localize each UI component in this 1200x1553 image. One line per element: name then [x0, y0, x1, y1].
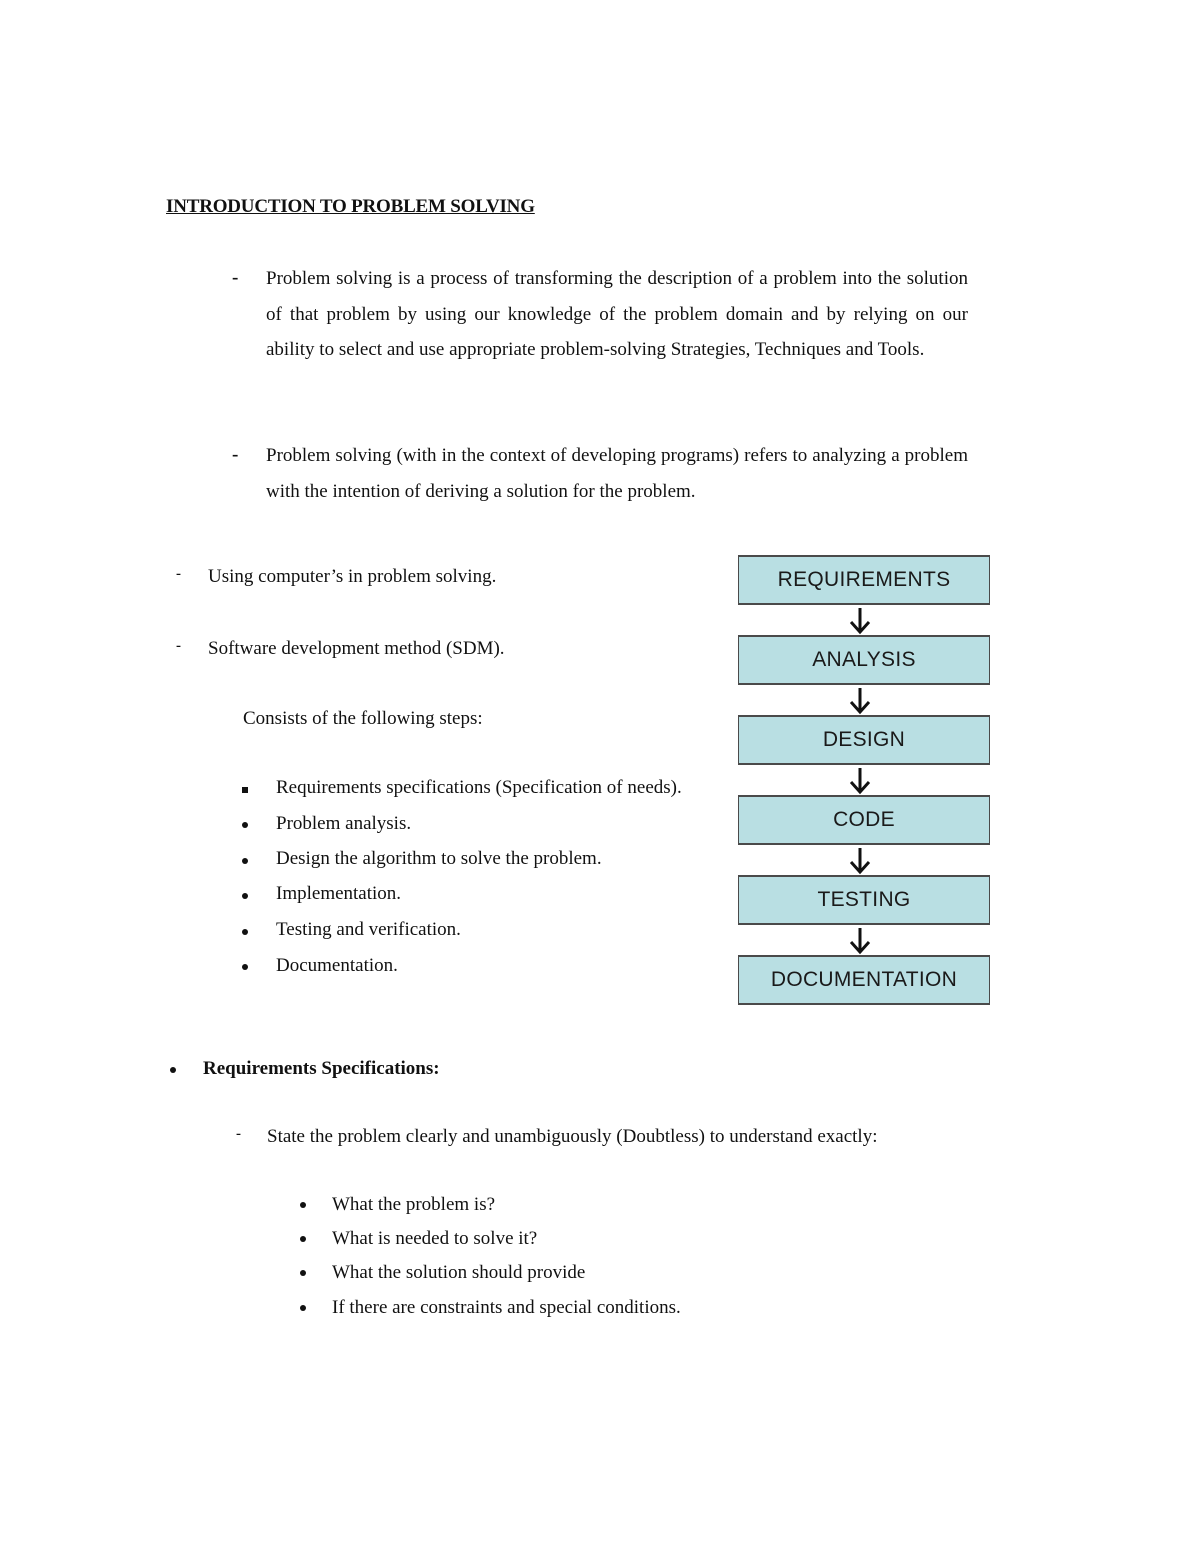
requirements-dash: - [236, 1126, 241, 1142]
step-bullet [242, 964, 248, 970]
question-item: If there are constraints and special conditions. [332, 1297, 681, 1318]
arrow-down-icon [845, 606, 875, 636]
flow-step-analysis: ANALYSIS [738, 635, 990, 685]
arrow-down-icon [845, 926, 875, 956]
intro-dash-2: - [232, 444, 239, 465]
step-item: Problem analysis. [276, 813, 412, 834]
question-bullet [300, 1305, 306, 1311]
flow-step-code: CODE [738, 795, 990, 845]
question-bullet [300, 1236, 306, 1242]
intro-paragraph-2: Problem solving (with in the context of developing programs) refers to analyzing a problem with the intention of deriving a solution for the problem. [266, 445, 968, 502]
step-bullet [242, 787, 248, 793]
section-item-sdm: Software development method (SDM). [208, 638, 505, 659]
requirements-statement: State the problem clearly and unambiguously (Doubtless) to understand exactly: [267, 1126, 878, 1147]
consists-text: Consists of the following steps: [243, 708, 483, 729]
requirements-bullet [170, 1067, 176, 1073]
flow-step-design: DESIGN [738, 715, 990, 765]
flow-step-requirements: REQUIREMENTS [738, 555, 990, 605]
flow-step-testing: TESTING [738, 875, 990, 925]
step-item: Requirements specifications (Specification of needs). [276, 777, 682, 798]
section-item-computers: Using computer’s in problem solving. [208, 566, 497, 587]
page-title: INTRODUCTION TO PROBLEM SOLVING [166, 196, 535, 217]
step-item: Design the algorithm to solve the problem. [276, 848, 602, 869]
question-item: What is needed to solve it? [332, 1228, 538, 1249]
intro-paragraph-1: Problem solving is a process of transforming the description of a problem into the solution of that problem by using our knowledge of the problem domain and by relying on our ability to select and use appropriate problem-solving Strategies, Techniques and Tools. [266, 268, 968, 360]
step-item: Documentation. [276, 955, 398, 976]
flow-step-documentation: DOCUMENTATION [738, 955, 990, 1005]
question-bullet [300, 1270, 306, 1276]
step-bullet [242, 822, 248, 828]
step-bullet [242, 893, 248, 899]
section-dash-2: - [176, 638, 181, 654]
question-item: What the solution should provide [332, 1262, 586, 1283]
step-item: Testing and verification. [276, 919, 461, 940]
arrow-down-icon [845, 686, 875, 716]
question-item: What the problem is? [332, 1194, 496, 1215]
intro-dash-1: - [232, 267, 239, 288]
step-bullet [242, 929, 248, 935]
step-bullet [242, 858, 248, 864]
arrow-down-icon [845, 846, 875, 876]
section-dash-1: - [176, 566, 181, 582]
step-item: Implementation. [276, 883, 402, 904]
requirements-heading: Requirements Specifications: [203, 1058, 440, 1079]
arrow-down-icon [845, 766, 875, 796]
question-bullet [300, 1202, 306, 1208]
